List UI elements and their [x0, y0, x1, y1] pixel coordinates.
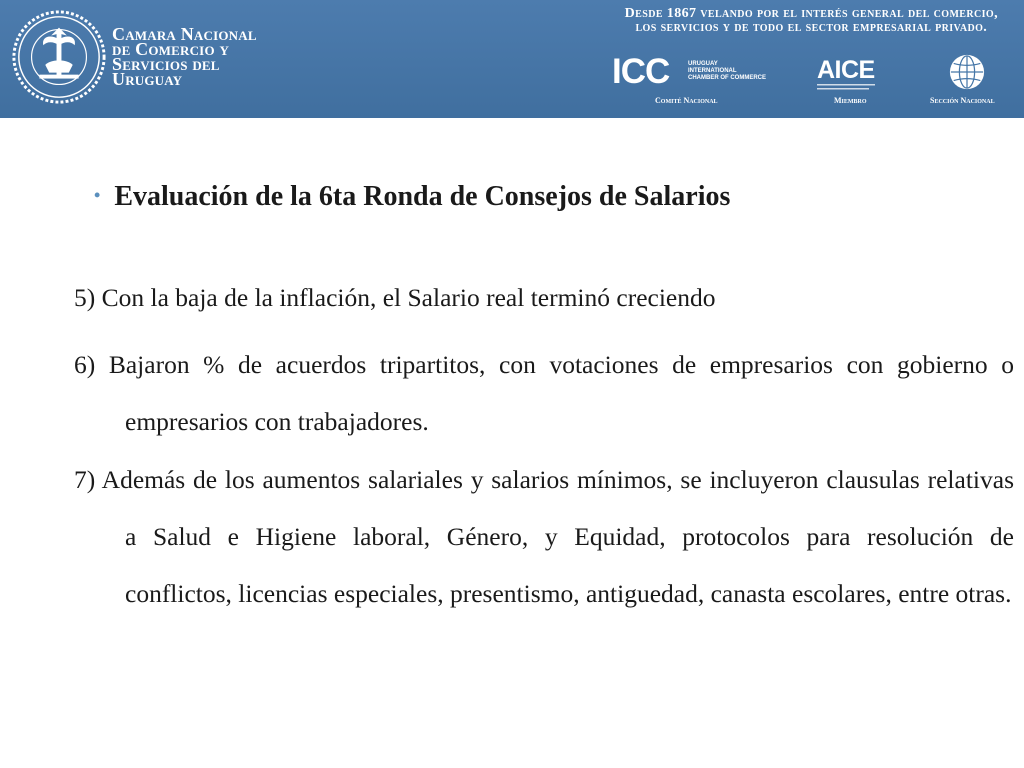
organization-name-line: de Comercio y — [112, 39, 230, 59]
icc-caption: Comité Nacional — [655, 96, 718, 105]
slide-body — [0, 118, 1024, 768]
globe-icon — [948, 53, 986, 91]
header-motto — [625, 7, 998, 35]
organization-name-line: Camara Nacional — [112, 24, 257, 44]
aice-caption: Miembro — [834, 96, 867, 105]
icc-logo: ICC — [612, 52, 670, 91]
bullet-icon: • — [94, 185, 101, 205]
organization-name — [112, 24, 257, 89]
icc-detail-line: CHAMBER OF COMMERCE — [688, 75, 766, 81]
icc-detail-line: INTERNATIONAL — [688, 68, 737, 74]
icc-detail-line: URUGUAY — [688, 61, 718, 67]
header-band — [0, 0, 1024, 118]
organization-name-line: Uruguay — [112, 69, 183, 89]
aice-affiliation — [812, 53, 902, 113]
motto-line: Desde 1867 velando por el interés general del comercio, — [624, 6, 998, 21]
aice-logo-detail — [817, 83, 877, 92]
globe-affiliation — [915, 50, 1020, 114]
slide-heading — [94, 181, 730, 213]
icc-logo-detail — [688, 61, 766, 82]
aice-fine-print-graphic — [817, 83, 877, 91]
organization-name-line: Servicios del — [112, 54, 220, 74]
list-item: 6) Bajaron % de acuerdos tripartitos, con votaciones de empresarios con gobierno o empresarios con trabajadores. — [74, 350, 1014, 436]
icc-affiliation — [612, 53, 792, 113]
slide-heading-text: Evaluación de la 6ta Ronda de Consejos de Salarios — [114, 181, 731, 212]
list-item: 5) Con la baja de la inflación, el Salario real terminó creciendo — [74, 283, 716, 312]
chamber-seal-logo — [10, 8, 108, 106]
motto-line: los servicios y de todo el sector empresarial privado. — [635, 20, 988, 35]
list-item: 7) Además de los aumentos salariales y salarios mínimos, se incluyeron clausulas relativas a Salud e Higiene laboral, Género, y Equidad, protocolos para resolución de conflictos, licencias especiales, presentismo, antiguedad, canasta escolares, entre otras. — [74, 465, 1014, 608]
aice-logo: AICE — [817, 56, 875, 84]
globe-caption: Sección Nacional — [930, 96, 995, 105]
